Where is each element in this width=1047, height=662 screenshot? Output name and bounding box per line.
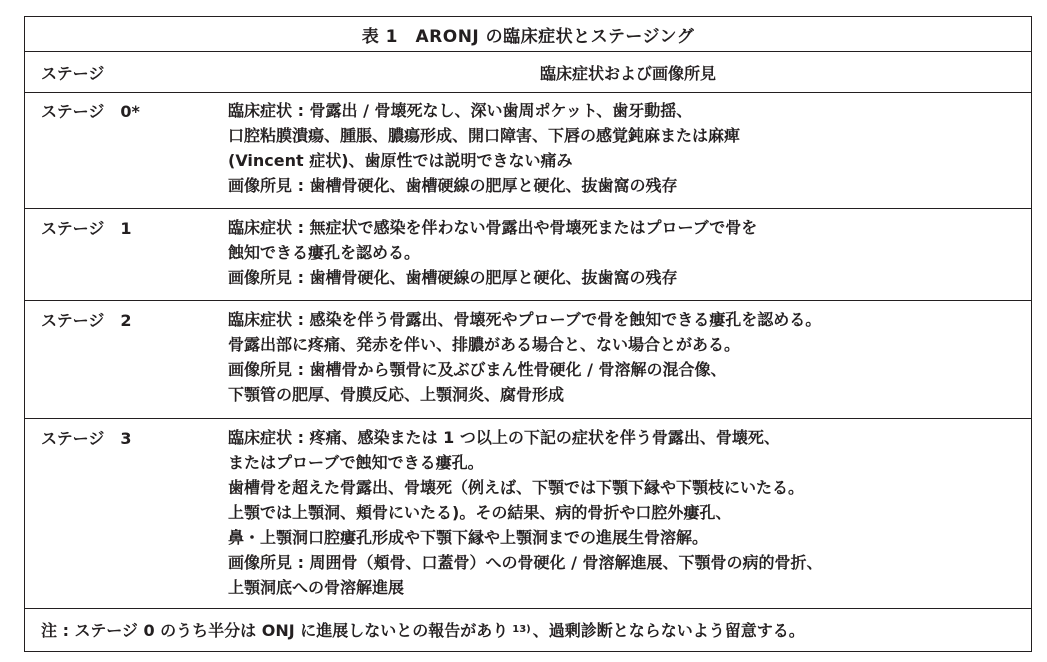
stage-label: ステージ 0* xyxy=(41,102,140,121)
reference-superscript: 13) xyxy=(512,623,531,635)
stage-label: ステージ 2 xyxy=(41,311,132,330)
findings-cell xyxy=(228,98,740,198)
findings-line: 臨床症状 : 無症状で感染を伴わない骨露出や骨壊死またはプローブで骨を xyxy=(228,218,758,237)
findings-line: 画像所見 : 歯槽骨硬化、歯槽硬線の肥厚と硬化、抜歯窩の残存 xyxy=(228,268,678,287)
stage-label: ステージ 1 xyxy=(41,219,132,238)
footnote-text-end: 、過剰診断とならないよう留意する。 xyxy=(532,620,805,640)
staging-table xyxy=(24,16,1032,652)
findings-line: 上顎では上顎洞、頬骨にいたる)。その結果、病的骨折や口腔外瘻孔、 xyxy=(228,503,732,522)
findings-line: 蝕知できる瘻孔を認める。 xyxy=(228,243,421,262)
findings-line: 臨床症状 : 感染を伴う骨露出、骨壊死やプローブで骨を蝕知できる瘻孔を認める。 xyxy=(228,310,822,329)
stage-label: ステージ 3 xyxy=(41,429,132,448)
findings-line: 下顎管の肥厚、骨膜反応、上顎洞炎、腐骨形成 xyxy=(228,385,565,404)
findings-line: 臨床症状 : 骨露出 / 骨壊死なし、深い歯周ポケット、歯牙動揺、 xyxy=(228,101,693,120)
findings-line: 臨床症状 : 疼痛、感染または 1 つ以上の下記の症状を伴う骨露出、骨壊死、 xyxy=(228,428,780,447)
table-row-stage-1 xyxy=(25,208,1031,301)
findings-cell xyxy=(228,307,821,407)
findings-line: 鼻・上顎洞口腔瘻孔形成や下顎下縁や上顎洞までの進展生骨溶解。 xyxy=(228,528,709,547)
header-stage: ステージ xyxy=(41,63,105,83)
table-footnote xyxy=(41,607,1031,651)
table-row-stage-0 xyxy=(25,91,1031,209)
findings-cell xyxy=(228,215,757,290)
findings-line: 口腔粘膜潰瘍、腫脹、膿瘍形成、開口障害、下唇の感覚鈍麻または麻痺 xyxy=(228,126,741,145)
findings-line: 画像所見 : 歯槽骨から顎骨に及ぶびまん性骨硬化 / 骨溶解の混合像、 xyxy=(228,360,727,379)
findings-line: 上顎洞底への骨溶解進展 xyxy=(228,578,405,597)
table-header-row xyxy=(25,51,1031,93)
footnote-text: 注 : ステージ 0 のうち半分は ONJ に進展しないとの報告があり xyxy=(41,620,509,640)
header-findings: 臨床症状および画像所見 xyxy=(539,63,716,83)
findings-line: (Vincent 症状)、歯原性では説明できない痛み xyxy=(228,151,573,170)
findings-line: 骨露出部に疼痛、発赤を伴い、排膿がある場合と、ない場合とがある。 xyxy=(228,335,741,354)
table-row-stage-2 xyxy=(25,300,1031,419)
table-title: 表 1 ARONJ の臨床症状とステージング xyxy=(361,26,695,47)
findings-cell xyxy=(228,425,823,600)
table-row-stage-3 xyxy=(25,418,1031,609)
findings-line: またはプローブで蝕知できる瘻孔。 xyxy=(228,453,484,472)
findings-line: 歯槽骨を超えた骨露出、骨壊死（例えば、下顎では下顎下縁や下顎枝にいたる。 xyxy=(228,478,805,497)
findings-line: 画像所見 : 歯槽骨硬化、歯槽硬線の肥厚と硬化、抜歯窩の残存 xyxy=(228,176,678,195)
findings-line: 画像所見 : 周囲骨（頬骨、口蓋骨）への骨硬化 / 骨溶解進展、下顎骨の病的骨折、 xyxy=(228,553,823,572)
